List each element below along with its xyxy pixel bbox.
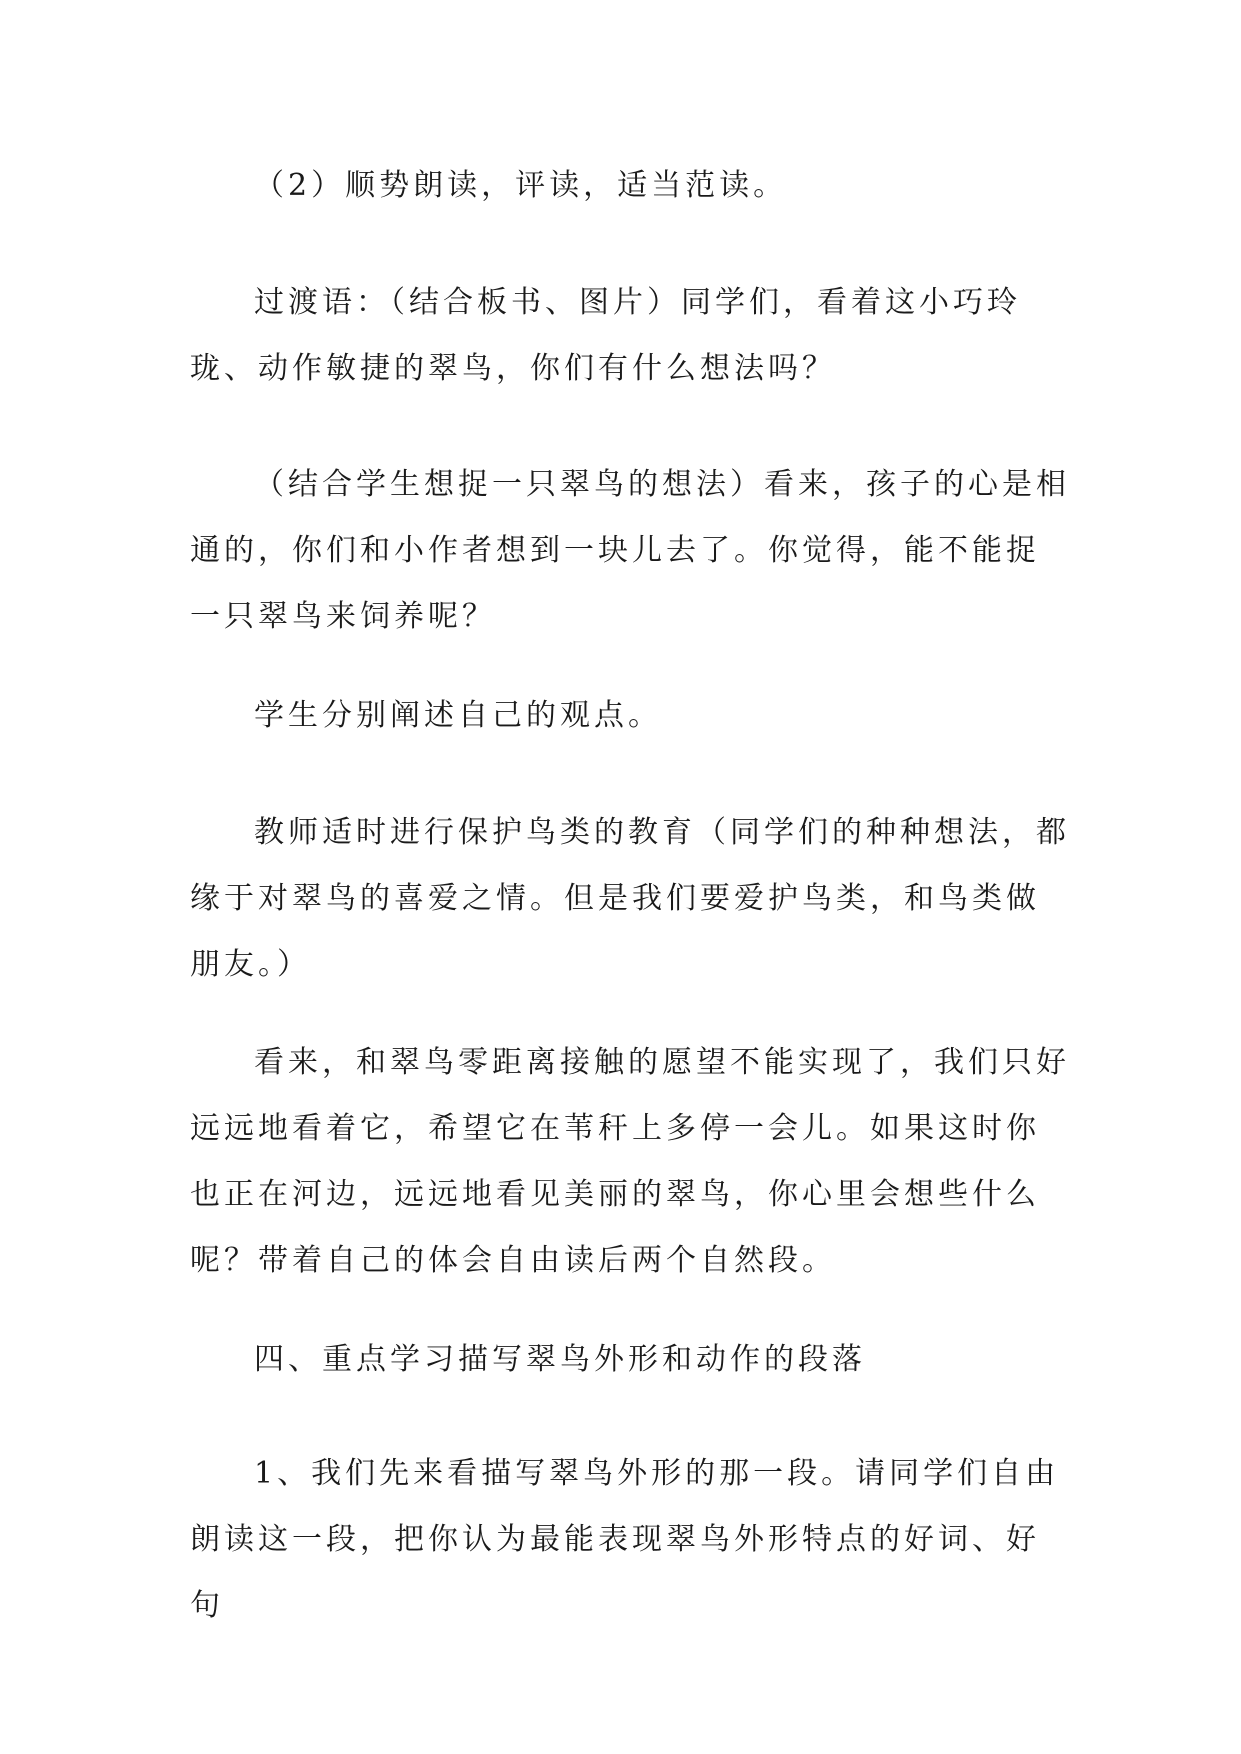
paragraph-catch-bird-question: （结合学生想捉一只翠鸟的想法）看来，孩子的心是相通的，你们和小作者想到一块儿去了。你觉得，能不能捉一只翠鸟来饲养呢？ [190, 467, 1070, 634]
paragraph-appearance-study: 1、我们先来看描写翠鸟外形的那一段。请同学们自由朗读这一段，把你认为最能表现翠鸟外形特点的好词、好句 [190, 1456, 1060, 1623]
paragraph-protect-birds: 教师适时进行保护鸟类的教育（同学们的种种想法，都缘于对翠鸟的喜爱之情。但是我们要爱护鸟类，和鸟类做朋友。） [190, 815, 1070, 982]
paragraph-student-views: 学生分别阐述自己的观点。 [254, 698, 662, 733]
paragraph-watch-from-afar: 看来，和翠鸟零距离接触的愿望不能实现了，我们只好远远地看着它，希望它在苇秆上多停一会儿。如果这时你也正在河边，远远地看见美丽的翠鸟，你心里会想些什么呢？带着自己的体会自由读后两个自然段。 [190, 1045, 1070, 1278]
paragraph-reading-method: （2）顺势朗读，评读，适当范读。 [254, 168, 788, 203]
paragraph-transition: 过渡语：（结合板书、图片）同学们，看着这小巧玲珑、动作敏捷的翠鸟，你们有什么想法吗？ [190, 285, 1021, 386]
section-heading-four: 四、重点学习描写翠鸟外形和动作的段落 [254, 1342, 866, 1377]
